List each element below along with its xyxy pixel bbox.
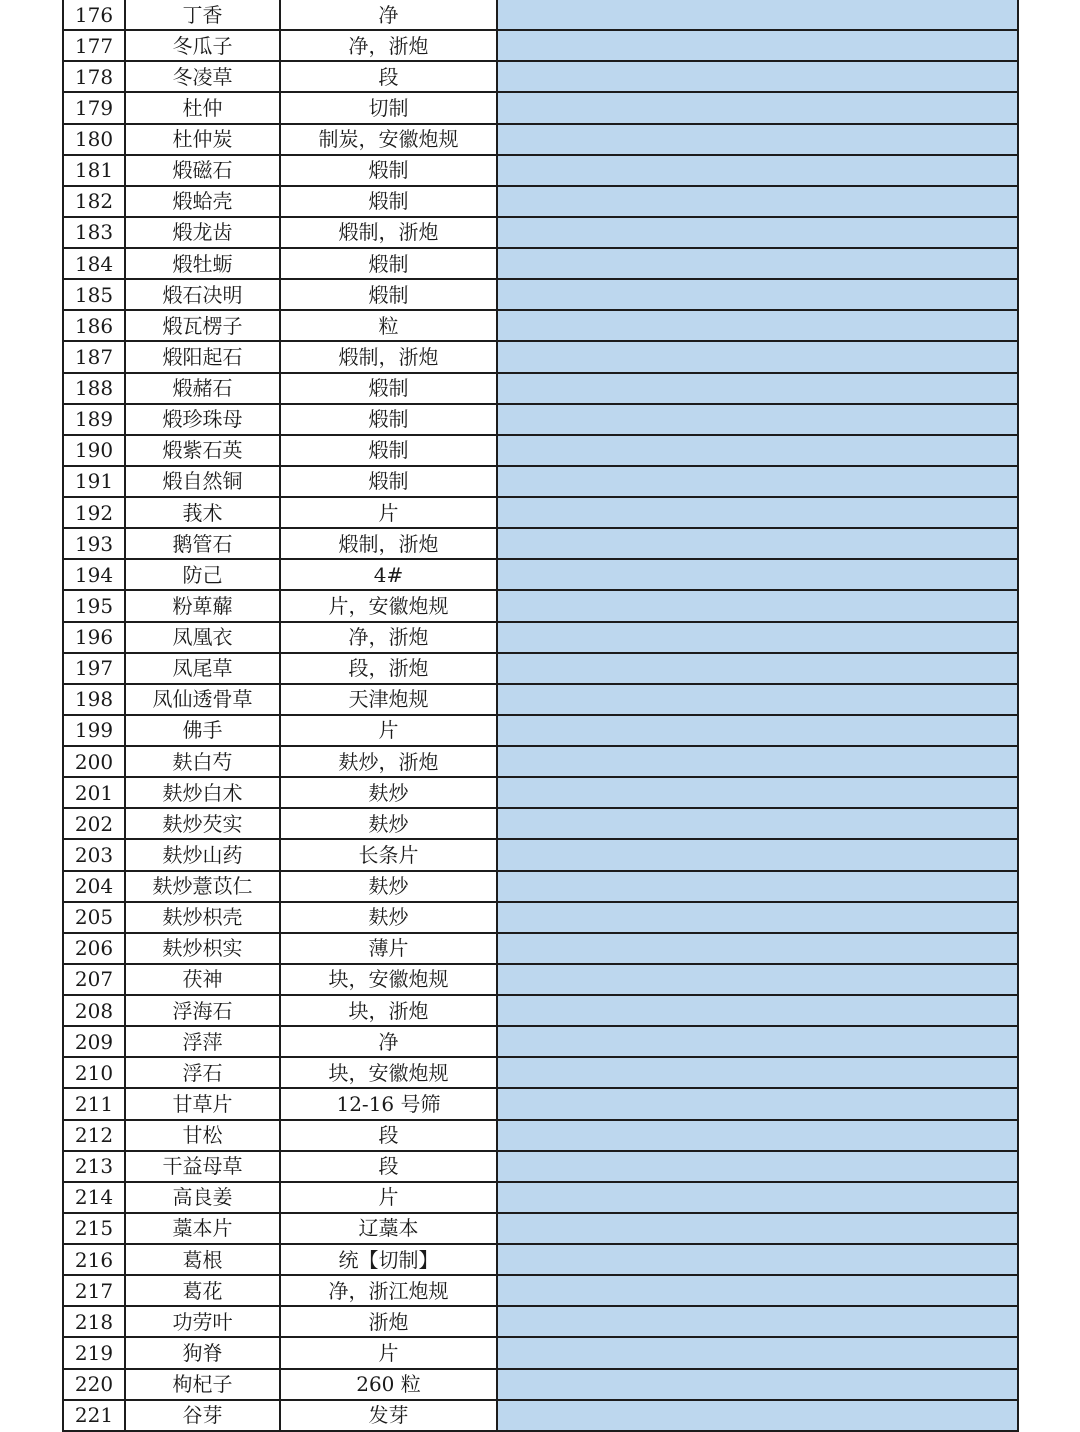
row-number-cell: 194	[63, 559, 125, 590]
highlighted-empty-cell	[497, 746, 1018, 777]
row-number-cell: 184	[63, 248, 125, 279]
herb-name-cell: 煅瓦楞子	[125, 310, 280, 341]
highlighted-empty-cell	[497, 839, 1018, 870]
herb-name-cell: 佛手	[125, 715, 280, 746]
processing-spec-cell: 煅制	[280, 404, 497, 435]
table-row	[63, 217, 1018, 248]
row-number-cell: 186	[63, 310, 125, 341]
highlighted-empty-cell	[497, 1057, 1018, 1088]
table-row	[63, 124, 1018, 155]
table-row	[63, 1275, 1018, 1306]
herb-name-cell: 冬瓜子	[125, 30, 280, 61]
row-number-cell: 177	[63, 30, 125, 61]
highlighted-empty-cell	[497, 404, 1018, 435]
highlighted-empty-cell	[497, 279, 1018, 310]
table-row	[63, 1369, 1018, 1400]
row-number-cell: 211	[63, 1088, 125, 1119]
table-row	[63, 1026, 1018, 1057]
row-number-cell: 176	[63, 0, 125, 30]
table-row	[63, 777, 1018, 808]
highlighted-empty-cell	[497, 310, 1018, 341]
processing-spec-cell: 煅制，浙炮	[280, 341, 497, 372]
herb-name-cell: 凤尾草	[125, 653, 280, 684]
highlighted-empty-cell	[497, 1182, 1018, 1213]
processing-spec-cell: 片	[280, 1182, 497, 1213]
row-number-cell: 213	[63, 1151, 125, 1182]
herb-name-cell: 麸炒枳实	[125, 933, 280, 964]
row-number-cell: 200	[63, 746, 125, 777]
table-row	[63, 279, 1018, 310]
table-row	[63, 1244, 1018, 1275]
highlighted-empty-cell	[497, 124, 1018, 155]
row-number-cell: 188	[63, 373, 125, 404]
row-number-cell: 208	[63, 995, 125, 1026]
highlighted-empty-cell	[497, 0, 1018, 30]
row-number-cell: 203	[63, 839, 125, 870]
processing-spec-cell: 浙炮	[280, 1306, 497, 1337]
processing-spec-cell: 块，安徽炮规	[280, 1057, 497, 1088]
highlighted-empty-cell	[497, 1026, 1018, 1057]
processing-spec-cell: 煅制	[280, 435, 497, 466]
table-row	[63, 310, 1018, 341]
processing-spec-cell: 切制	[280, 92, 497, 123]
table-row	[63, 933, 1018, 964]
processing-spec-cell: 净	[280, 1026, 497, 1057]
row-number-cell: 182	[63, 186, 125, 217]
highlighted-empty-cell	[497, 186, 1018, 217]
table-row	[63, 559, 1018, 590]
herb-name-cell: 煅珍珠母	[125, 404, 280, 435]
highlighted-empty-cell	[497, 995, 1018, 1026]
herb-name-cell: 煅石决明	[125, 279, 280, 310]
row-number-cell: 219	[63, 1337, 125, 1368]
table-row	[63, 684, 1018, 715]
table-row	[63, 964, 1018, 995]
processing-spec-cell: 260 粒	[280, 1369, 497, 1400]
table-row	[63, 466, 1018, 497]
highlighted-empty-cell	[497, 1151, 1018, 1182]
processing-spec-cell: 煅制	[280, 279, 497, 310]
table-row	[63, 808, 1018, 839]
row-number-cell: 189	[63, 404, 125, 435]
table-row	[63, 746, 1018, 777]
processing-spec-cell: 粒	[280, 310, 497, 341]
processing-spec-cell: 片	[280, 1337, 497, 1368]
herb-name-cell: 麸炒薏苡仁	[125, 871, 280, 902]
herb-name-cell: 麸白芍	[125, 746, 280, 777]
highlighted-empty-cell	[497, 808, 1018, 839]
table-row	[63, 155, 1018, 186]
row-number-cell: 216	[63, 1244, 125, 1275]
highlighted-empty-cell	[497, 528, 1018, 559]
highlighted-empty-cell	[497, 1120, 1018, 1151]
herb-name-cell: 冬凌草	[125, 61, 280, 92]
highlighted-empty-cell	[497, 871, 1018, 902]
row-number-cell: 190	[63, 435, 125, 466]
processing-spec-cell: 煅制，浙炮	[280, 528, 497, 559]
highlighted-empty-cell	[497, 622, 1018, 653]
herb-name-cell: 煅磁石	[125, 155, 280, 186]
processing-spec-cell: 片	[280, 497, 497, 528]
processing-spec-cell: 天津炮规	[280, 684, 497, 715]
highlighted-empty-cell	[497, 715, 1018, 746]
herb-name-cell: 煅赭石	[125, 373, 280, 404]
processing-spec-cell: 煅制	[280, 466, 497, 497]
herb-name-cell: 麸炒白术	[125, 777, 280, 808]
processing-spec-cell: 块，安徽炮规	[280, 964, 497, 995]
highlighted-empty-cell	[497, 373, 1018, 404]
table-row	[63, 1306, 1018, 1337]
table-row	[63, 30, 1018, 61]
row-number-cell: 218	[63, 1306, 125, 1337]
row-number-cell: 193	[63, 528, 125, 559]
highlighted-empty-cell	[497, 1213, 1018, 1244]
processing-spec-cell: 煅制	[280, 248, 497, 279]
row-number-cell: 205	[63, 902, 125, 933]
processing-spec-cell: 长条片	[280, 839, 497, 870]
processing-spec-cell: 净，浙炮	[280, 30, 497, 61]
herb-name-cell: 高良姜	[125, 1182, 280, 1213]
highlighted-empty-cell	[497, 590, 1018, 621]
herb-name-cell: 杜仲炭	[125, 124, 280, 155]
herb-name-cell: 凤仙透骨草	[125, 684, 280, 715]
herb-name-cell: 狗脊	[125, 1337, 280, 1368]
herb-name-cell: 煅阳起石	[125, 341, 280, 372]
herb-name-cell: 麸炒枳壳	[125, 902, 280, 933]
processing-spec-cell: 麸炒	[280, 871, 497, 902]
herb-name-cell: 煅自然铜	[125, 466, 280, 497]
row-number-cell: 220	[63, 1369, 125, 1400]
row-number-cell: 178	[63, 61, 125, 92]
row-number-cell: 192	[63, 497, 125, 528]
row-number-cell: 212	[63, 1120, 125, 1151]
herb-name-cell: 藁本片	[125, 1213, 280, 1244]
herb-name-cell: 凤凰衣	[125, 622, 280, 653]
processing-spec-cell: 12-16 号筛	[280, 1088, 497, 1119]
highlighted-empty-cell	[497, 248, 1018, 279]
herb-name-cell: 杜仲	[125, 92, 280, 123]
processing-spec-cell: 煅制	[280, 373, 497, 404]
processing-spec-cell: 辽藁本	[280, 1213, 497, 1244]
highlighted-empty-cell	[497, 653, 1018, 684]
table-row	[63, 497, 1018, 528]
highlighted-empty-cell	[497, 1244, 1018, 1275]
herb-name-cell: 麸炒芡实	[125, 808, 280, 839]
row-number-cell: 221	[63, 1400, 125, 1431]
row-number-cell: 217	[63, 1275, 125, 1306]
processing-spec-cell: 煅制	[280, 186, 497, 217]
row-number-cell: 197	[63, 653, 125, 684]
row-number-cell: 196	[63, 622, 125, 653]
highlighted-empty-cell	[497, 1275, 1018, 1306]
herb-name-cell: 枸杞子	[125, 1369, 280, 1400]
herb-name-cell: 鹅管石	[125, 528, 280, 559]
processing-spec-cell: 片，安徽炮规	[280, 590, 497, 621]
herb-name-cell: 甘草片	[125, 1088, 280, 1119]
table-row	[63, 1400, 1018, 1431]
highlighted-empty-cell	[497, 777, 1018, 808]
table-row	[63, 373, 1018, 404]
table-row	[63, 622, 1018, 653]
herb-name-cell: 葛花	[125, 1275, 280, 1306]
highlighted-empty-cell	[497, 497, 1018, 528]
row-number-cell: 209	[63, 1026, 125, 1057]
row-number-cell: 207	[63, 964, 125, 995]
highlighted-empty-cell	[497, 30, 1018, 61]
row-number-cell: 195	[63, 590, 125, 621]
herb-name-cell: 谷芽	[125, 1400, 280, 1431]
row-number-cell: 210	[63, 1057, 125, 1088]
herb-table-body	[63, 0, 1018, 1431]
table-row	[63, 1088, 1018, 1119]
processing-spec-cell: 净，浙江炮规	[280, 1275, 497, 1306]
processing-spec-cell: 块，浙炮	[280, 995, 497, 1026]
table-row	[63, 528, 1018, 559]
processing-spec-cell: 净	[280, 0, 497, 30]
processing-spec-cell: 煅制	[280, 155, 497, 186]
row-number-cell: 183	[63, 217, 125, 248]
row-number-cell: 187	[63, 341, 125, 372]
row-number-cell: 191	[63, 466, 125, 497]
highlighted-empty-cell	[497, 1369, 1018, 1400]
table-row	[63, 839, 1018, 870]
row-number-cell: 198	[63, 684, 125, 715]
highlighted-empty-cell	[497, 466, 1018, 497]
row-number-cell: 180	[63, 124, 125, 155]
row-number-cell: 204	[63, 871, 125, 902]
row-number-cell: 206	[63, 933, 125, 964]
herb-name-cell: 莪术	[125, 497, 280, 528]
table-row	[63, 92, 1018, 123]
processing-spec-cell: 麸炒	[280, 777, 497, 808]
table-row	[63, 186, 1018, 217]
herb-name-cell: 葛根	[125, 1244, 280, 1275]
processing-spec-cell: 段	[280, 61, 497, 92]
highlighted-empty-cell	[497, 1337, 1018, 1368]
highlighted-empty-cell	[497, 217, 1018, 248]
herb-name-cell: 干益母草	[125, 1151, 280, 1182]
table-row	[63, 341, 1018, 372]
highlighted-empty-cell	[497, 684, 1018, 715]
table-row	[63, 1120, 1018, 1151]
processing-spec-cell: 4#	[280, 559, 497, 590]
herb-table	[62, 0, 1019, 1432]
processing-spec-cell: 麸炒	[280, 808, 497, 839]
processing-spec-cell: 段	[280, 1151, 497, 1182]
table-row	[63, 1151, 1018, 1182]
table-row	[63, 1057, 1018, 1088]
herb-name-cell: 防己	[125, 559, 280, 590]
highlighted-empty-cell	[497, 155, 1018, 186]
highlighted-empty-cell	[497, 933, 1018, 964]
table-row	[63, 653, 1018, 684]
highlighted-empty-cell	[497, 902, 1018, 933]
processing-spec-cell: 薄片	[280, 933, 497, 964]
table-row	[63, 435, 1018, 466]
processing-spec-cell: 发芽	[280, 1400, 497, 1431]
table-row	[63, 248, 1018, 279]
herb-name-cell: 煅牡蛎	[125, 248, 280, 279]
processing-spec-cell: 麸炒	[280, 902, 497, 933]
herb-name-cell: 茯神	[125, 964, 280, 995]
herb-name-cell: 丁香	[125, 0, 280, 30]
table-row	[63, 995, 1018, 1026]
row-number-cell: 214	[63, 1182, 125, 1213]
table-row	[63, 1337, 1018, 1368]
processing-spec-cell: 煅制，浙炮	[280, 217, 497, 248]
herb-name-cell: 煅蛤壳	[125, 186, 280, 217]
table-row	[63, 1182, 1018, 1213]
row-number-cell: 199	[63, 715, 125, 746]
processing-spec-cell: 制炭，安徽炮规	[280, 124, 497, 155]
herb-name-cell: 粉萆薢	[125, 590, 280, 621]
table-row	[63, 590, 1018, 621]
processing-spec-cell: 段	[280, 1120, 497, 1151]
row-number-cell: 185	[63, 279, 125, 310]
highlighted-empty-cell	[497, 1088, 1018, 1119]
herb-name-cell: 煅紫石英	[125, 435, 280, 466]
highlighted-empty-cell	[497, 1306, 1018, 1337]
table-row	[63, 715, 1018, 746]
herb-table-sheet	[62, 0, 1017, 1428]
row-number-cell: 201	[63, 777, 125, 808]
highlighted-empty-cell	[497, 964, 1018, 995]
processing-spec-cell: 统【切制】	[280, 1244, 497, 1275]
processing-spec-cell: 段，浙炮	[280, 653, 497, 684]
processing-spec-cell: 片	[280, 715, 497, 746]
table-row	[63, 1213, 1018, 1244]
herb-name-cell: 浮石	[125, 1057, 280, 1088]
row-number-cell: 202	[63, 808, 125, 839]
herb-name-cell: 麸炒山药	[125, 839, 280, 870]
highlighted-empty-cell	[497, 1400, 1018, 1431]
herb-name-cell: 煅龙齿	[125, 217, 280, 248]
herb-name-cell: 浮萍	[125, 1026, 280, 1057]
herb-name-cell: 浮海石	[125, 995, 280, 1026]
row-number-cell: 215	[63, 1213, 125, 1244]
row-number-cell: 181	[63, 155, 125, 186]
highlighted-empty-cell	[497, 435, 1018, 466]
herb-name-cell: 功劳叶	[125, 1306, 280, 1337]
table-row	[63, 0, 1018, 30]
highlighted-empty-cell	[497, 61, 1018, 92]
row-number-cell: 179	[63, 92, 125, 123]
highlighted-empty-cell	[497, 92, 1018, 123]
table-row	[63, 404, 1018, 435]
table-row	[63, 871, 1018, 902]
table-row	[63, 902, 1018, 933]
herb-name-cell: 甘松	[125, 1120, 280, 1151]
table-row	[63, 61, 1018, 92]
highlighted-empty-cell	[497, 559, 1018, 590]
processing-spec-cell: 净，浙炮	[280, 622, 497, 653]
highlighted-empty-cell	[497, 341, 1018, 372]
processing-spec-cell: 麸炒，浙炮	[280, 746, 497, 777]
